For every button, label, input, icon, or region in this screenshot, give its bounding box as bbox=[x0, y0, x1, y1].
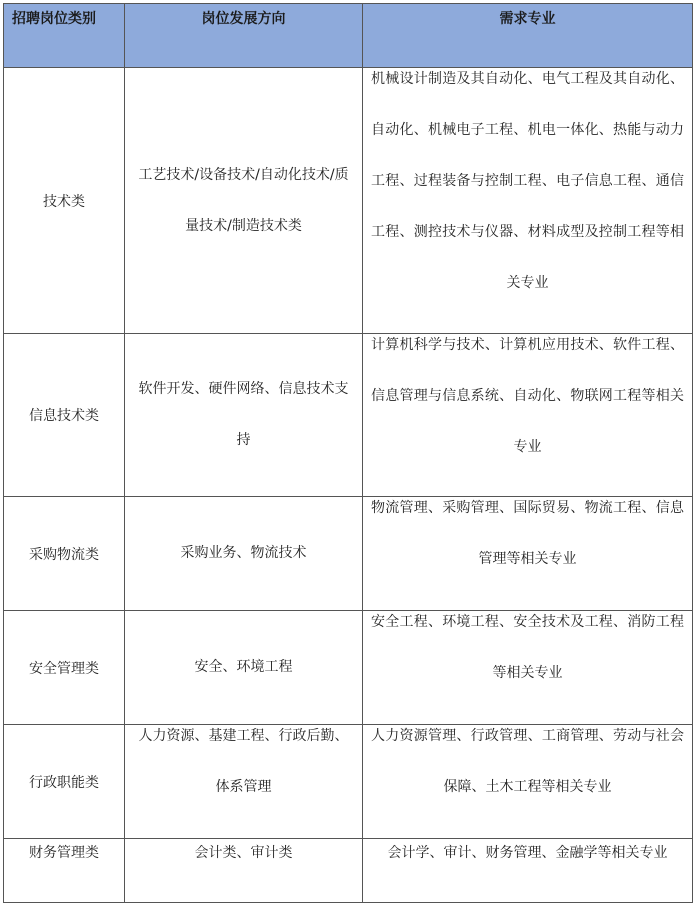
row-direction-cell bbox=[125, 68, 363, 334]
row-direction-cell bbox=[125, 611, 363, 725]
header-category: 招聘岗位类别 bbox=[4, 4, 125, 68]
row-majors: 安全工程、环境工程、安全技术及工程、消防工程等相关专业 bbox=[371, 614, 684, 681]
row-majors-cell bbox=[363, 839, 693, 903]
row-majors-cell bbox=[363, 334, 693, 497]
table-row bbox=[4, 497, 693, 611]
row-direction: 安全、环境工程 bbox=[194, 659, 293, 675]
row-direction-cell bbox=[125, 839, 363, 903]
row-direction-cell bbox=[125, 334, 363, 497]
row-majors: 物流管理、采购管理、国际贸易、物流工程、信息管理等相关专业 bbox=[371, 500, 684, 567]
row-majors: 计算机科学与技术、计算机应用技术、软件工程、信息管理与信息系统、自动化、物联网工程等相关专业 bbox=[371, 337, 684, 455]
row-majors: 会计学、审计、财务管理、金融学等相关专业 bbox=[387, 845, 668, 861]
table-row bbox=[4, 725, 693, 839]
row-majors: 机械设计制造及其自动化、电气工程及其自动化、自动化、机械电子工程、机电一体化、热能与动力工程、过程装备与控制工程、电子信息工程、通信工程、测控技术与仪器、材料成型及控制工程等相关专业 bbox=[371, 71, 684, 291]
row-direction: 软件开发、硬件网络、信息技术支持 bbox=[138, 381, 349, 448]
table-row bbox=[4, 68, 693, 334]
recruitment-table bbox=[3, 3, 693, 903]
table-row bbox=[4, 611, 693, 725]
row-direction: 人力资源、基建工程、行政后勤、体系管理 bbox=[138, 728, 349, 795]
row-category: 采购物流类 bbox=[4, 497, 125, 611]
row-category: 安全管理类 bbox=[4, 611, 125, 725]
row-direction: 会计类、审计类 bbox=[194, 845, 293, 861]
row-category: 财务管理类 bbox=[4, 839, 125, 903]
row-category: 信息技术类 bbox=[4, 334, 125, 497]
table-row bbox=[4, 334, 693, 497]
row-majors-cell bbox=[363, 497, 693, 611]
table-row bbox=[4, 839, 693, 903]
row-direction: 工艺技术/设备技术/自动化技术/质量技术/制造技术类 bbox=[138, 166, 349, 234]
row-direction-cell bbox=[125, 497, 363, 611]
row-majors-cell bbox=[363, 611, 693, 725]
row-direction: 采购业务、物流技术 bbox=[180, 545, 307, 561]
row-category: 行政职能类 bbox=[4, 725, 125, 839]
row-category: 技术类 bbox=[4, 68, 125, 334]
row-majors-cell bbox=[363, 68, 693, 334]
header-direction: 岗位发展方向 bbox=[125, 4, 363, 68]
row-majors-cell bbox=[363, 725, 693, 839]
row-majors: 人力资源管理、行政管理、工商管理、劳动与社会保障、土木工程等相关专业 bbox=[371, 728, 684, 795]
header-majors: 需求专业 bbox=[363, 4, 693, 68]
row-direction-cell bbox=[125, 725, 363, 839]
